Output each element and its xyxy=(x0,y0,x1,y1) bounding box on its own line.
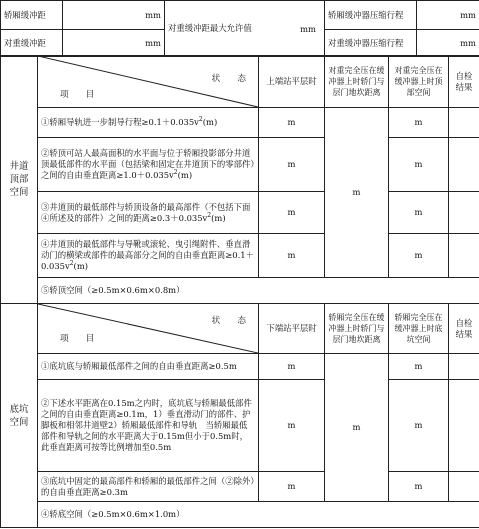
cw-top-space-value[interactable]: m xyxy=(389,138,449,192)
car-buffer-distance-value[interactable]: mm xyxy=(63,1,165,30)
col-cw-compressed: 对重完全压在缓冲器上时轿门与层门地坎距离 xyxy=(325,56,389,108)
cw-buffer-distance-label: 对重缓冲距 xyxy=(1,30,63,57)
table-row xyxy=(1,234,479,278)
car-compressed-sill-value[interactable]: m xyxy=(325,354,389,502)
car-pit-space-value[interactable]: m xyxy=(389,354,449,380)
self-check-cell[interactable] xyxy=(449,138,479,192)
car-pit-space-value[interactable]: m xyxy=(389,380,449,472)
table-row xyxy=(1,472,479,502)
table-row xyxy=(1,192,479,234)
top-section-title: 井道顶部空间 xyxy=(1,56,38,304)
self-check-cell[interactable] xyxy=(449,192,479,234)
pit-row-2-text: ②下述水平距离在0.15m之内时，底坑底与轿厢最低部件之间的自由垂直距离≥0.1m，1）垂直滑动门的部件、护脚板和相邻井道壁2）轿厢最低部件和导轨 当轿厢最低部件和导轨之间的水平距离大于0.15m但小于0.5m时，此垂直距离可按等比例增加至0.5m xyxy=(38,380,259,472)
table-row xyxy=(1,354,479,380)
cw-buffer-max-cell xyxy=(165,1,325,57)
pit-row-3-text: ③底坑中固定的最高部件和轿厢的最低部件之间（②除外）的自由垂直距离≥0.3m xyxy=(38,472,259,502)
top-row-3-text: ③井道顶的最低部件与轿顶设备的最高部件（不包括下面④所述及的部件）之间的距离$\ge 0.3+0.035v^2(m)$ xyxy=(38,192,259,234)
cw-buffer-max-label: 对重缓冲距最大允许值 xyxy=(168,23,252,33)
top-row-4-text: ④井道顶的最低部件与导靴或滚轮、曳引绳附件、垂直滑动门的横梁或部件的最高部分之间的自由垂直距离$\ge 0.1+0.035v^2(m)$ xyxy=(38,234,259,278)
buffer-distance-header xyxy=(0,0,479,57)
upper-flat-value[interactable]: m xyxy=(259,234,325,278)
cw-compressed-sill-value[interactable]: m xyxy=(325,108,389,278)
bottom-header-status: 状 态 xyxy=(211,316,246,326)
bottom-diagonal-header xyxy=(38,304,259,354)
top-row-1-text: ①轿厢导轨进一步制导行程$\ge 0.1+0.035v^2(m)$ xyxy=(38,108,259,138)
lower-flat-value[interactable]: m xyxy=(259,380,325,472)
top-header-status: 状 态 xyxy=(211,74,246,84)
self-check-cell[interactable] xyxy=(449,472,479,502)
diagonal-line xyxy=(38,304,258,353)
cw-top-space-value[interactable]: m xyxy=(389,234,449,278)
car-buffer-stroke-value[interactable]: mm xyxy=(417,1,479,30)
cw-buffer-stroke-label: 对重缓冲器压缩行程 xyxy=(325,30,417,57)
cw-buffer-stroke-value[interactable]: mm xyxy=(417,30,479,57)
table-row xyxy=(1,502,479,528)
car-pit-space-value[interactable]: m xyxy=(389,472,449,502)
table-row xyxy=(1,138,479,192)
hoistway-top-space-table xyxy=(0,55,479,304)
top-row-2-text: ②轿顶可站人最高面积的水平面与位于轿厢投影部分井道顶最低部件的水平面（包括梁和固定在井道顶下的零部件）之间的自由垂直距离$\ge 1.0+0.035v^2(m)$ xyxy=(38,138,259,192)
table-row xyxy=(1,380,479,472)
col-car-compressed: 轿厢完全压在缓冲器上时轿门与层门地坎距离 xyxy=(325,304,389,354)
bottom-header-item: 项 目 xyxy=(60,334,95,344)
car-buffer-stroke-label: 轿厢缓冲器压缩行程 xyxy=(325,1,417,30)
col-upper-flat: 上端站平层时 xyxy=(259,56,325,108)
lower-flat-value[interactable]: m xyxy=(259,354,325,380)
col-cw-top-space: 对重完全压在缓冲器上时顶部空间 xyxy=(389,56,449,108)
cw-buffer-distance-value[interactable]: mm xyxy=(63,30,165,57)
upper-flat-value[interactable]: m xyxy=(259,138,325,192)
table-row xyxy=(1,278,479,304)
cw-buffer-max-value[interactable]: mm xyxy=(300,24,316,34)
pit-space-table xyxy=(0,303,479,528)
self-check-cell[interactable] xyxy=(449,354,479,380)
pit-row-4-text: ④轿底空间（≥0.5m×0.6m×1.0m） xyxy=(38,502,479,528)
cw-top-space-value[interactable]: m xyxy=(389,108,449,138)
col-car-pit-space: 轿厢完全压在缓冲器上时底坑空间 xyxy=(389,304,449,354)
car-buffer-distance-label: 轿厢缓冲距 xyxy=(1,1,63,30)
lower-flat-value[interactable]: m xyxy=(259,472,325,502)
top-row-5-text: ⑤轿顶空间（≥0.5m×0.6m×0.8m） xyxy=(38,278,479,304)
self-check-cell[interactable] xyxy=(449,108,479,138)
top-diagonal-header xyxy=(38,56,259,108)
col-lower-flat: 下端站平层时 xyxy=(259,304,325,354)
self-check-cell[interactable] xyxy=(449,380,479,472)
upper-flat-value[interactable]: m xyxy=(259,108,325,138)
cw-top-space-value[interactable]: m xyxy=(389,192,449,234)
top-header-item: 项 目 xyxy=(60,90,95,100)
col-self-check-bottom: 自检结果 xyxy=(449,304,479,354)
upper-flat-value[interactable]: m xyxy=(259,192,325,234)
col-self-check-top: 自检结果 xyxy=(449,56,479,108)
pit-row-1-text: ①底坑底与轿厢最低部件之间的自由垂直距离≥0.5m xyxy=(38,354,259,380)
self-check-cell[interactable] xyxy=(449,234,479,278)
bottom-section-title: 底坑空间 xyxy=(1,304,38,528)
table-row xyxy=(1,108,479,138)
